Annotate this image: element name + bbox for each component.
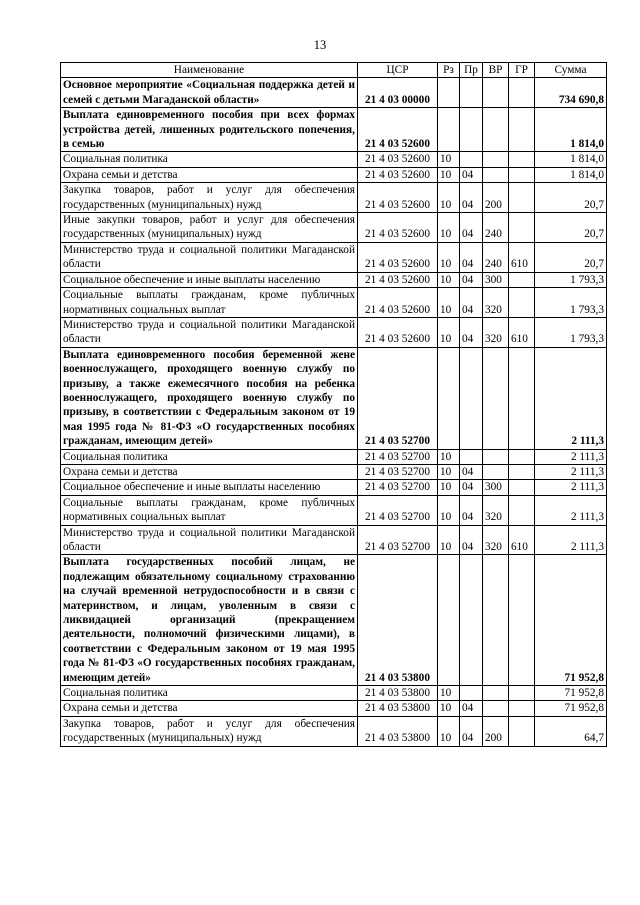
cell-name: Социальная политика — [61, 152, 358, 167]
cell-pr: 04 — [460, 272, 483, 287]
table-row — [61, 108, 607, 152]
cell-rz: 10 — [438, 716, 460, 746]
cell-rz: 10 — [438, 464, 460, 479]
cell-gr — [509, 108, 535, 152]
cell-sum: 2 111,3 — [535, 525, 607, 555]
table-row — [61, 701, 607, 716]
cell-sum: 1 793,3 — [535, 272, 607, 287]
table-row — [61, 183, 607, 213]
cell-vr — [483, 347, 509, 449]
cell-name: Социальное обеспечение и иные выплаты населению — [61, 272, 358, 287]
cell-sum: 2 111,3 — [535, 495, 607, 525]
table-row — [61, 167, 607, 182]
cell-vr — [483, 686, 509, 701]
cell-csr: 21 4 03 52700 — [358, 480, 438, 495]
cell-pr: 04 — [460, 317, 483, 347]
cell-csr: 21 4 03 52700 — [358, 449, 438, 464]
table-header-row — [61, 63, 607, 78]
cell-pr: 04 — [460, 288, 483, 318]
header-pr: Пр — [460, 63, 483, 78]
table-row — [61, 464, 607, 479]
cell-pr — [460, 152, 483, 167]
cell-pr — [460, 449, 483, 464]
table-row — [61, 78, 607, 108]
cell-gr — [509, 152, 535, 167]
cell-vr: 200 — [483, 716, 509, 746]
cell-gr — [509, 167, 535, 182]
cell-gr — [509, 464, 535, 479]
cell-rz: 10 — [438, 701, 460, 716]
cell-sum: 1 793,3 — [535, 288, 607, 318]
table-row — [61, 525, 607, 555]
table-row — [61, 272, 607, 287]
cell-name: Министерство труда и социальной политики Магаданской области — [61, 525, 358, 555]
cell-rz: 10 — [438, 495, 460, 525]
cell-rz: 10 — [438, 449, 460, 464]
cell-name: Охрана семьи и детства — [61, 167, 358, 182]
cell-name: Основное мероприятие «Социальная поддержка детей и семей с детьми Магаданской области» — [61, 78, 358, 108]
cell-pr — [460, 347, 483, 449]
cell-name: Социальная политика — [61, 686, 358, 701]
header-name: Наименование — [61, 63, 358, 78]
cell-csr: 21 4 03 52600 — [358, 317, 438, 347]
cell-rz: 10 — [438, 242, 460, 272]
table-row — [61, 449, 607, 464]
cell-csr: 21 4 03 52700 — [358, 347, 438, 449]
cell-name: Социальные выплаты гражданам, кроме публичных нормативных социальных выплат — [61, 288, 358, 318]
cell-gr — [509, 701, 535, 716]
cell-pr: 04 — [460, 480, 483, 495]
cell-sum: 71 952,8 — [535, 555, 607, 686]
cell-sum: 1 814,0 — [535, 108, 607, 152]
cell-pr — [460, 78, 483, 108]
header-sum: Сумма — [535, 63, 607, 78]
cell-sum: 71 952,8 — [535, 701, 607, 716]
header-vr: ВР — [483, 63, 509, 78]
cell-csr: 21 4 03 52700 — [358, 525, 438, 555]
cell-sum: 2 111,3 — [535, 464, 607, 479]
cell-csr: 21 4 03 52600 — [358, 108, 438, 152]
cell-gr — [509, 213, 535, 243]
table-row — [61, 317, 607, 347]
cell-vr: 320 — [483, 288, 509, 318]
cell-rz — [438, 78, 460, 108]
cell-pr — [460, 686, 483, 701]
cell-rz — [438, 347, 460, 449]
cell-vr — [483, 464, 509, 479]
table-row — [61, 686, 607, 701]
cell-vr — [483, 701, 509, 716]
cell-rz: 10 — [438, 183, 460, 213]
cell-gr — [509, 288, 535, 318]
cell-vr — [483, 555, 509, 686]
cell-sum: 734 690,8 — [535, 78, 607, 108]
cell-vr: 300 — [483, 272, 509, 287]
cell-gr: 610 — [509, 525, 535, 555]
cell-sum: 1 814,0 — [535, 152, 607, 167]
cell-gr — [509, 183, 535, 213]
cell-gr — [509, 449, 535, 464]
budget-table — [60, 62, 607, 747]
header-rz: Рз — [438, 63, 460, 78]
cell-csr: 21 4 03 53800 — [358, 701, 438, 716]
header-gr: ГР — [509, 63, 535, 78]
cell-pr: 04 — [460, 213, 483, 243]
table-row — [61, 347, 607, 449]
cell-gr — [509, 555, 535, 686]
cell-rz: 10 — [438, 525, 460, 555]
cell-csr: 21 4 03 53800 — [358, 686, 438, 701]
cell-rz — [438, 555, 460, 686]
cell-vr: 200 — [483, 183, 509, 213]
cell-vr: 300 — [483, 480, 509, 495]
cell-sum: 2 111,3 — [535, 480, 607, 495]
table-body — [61, 78, 607, 746]
cell-name: Охрана семьи и детства — [61, 464, 358, 479]
cell-name: Выплата единовременного пособия при всех формах устройства детей, лишенных родительского попечения, в семью — [61, 108, 358, 152]
cell-pr: 04 — [460, 183, 483, 213]
cell-pr: 04 — [460, 464, 483, 479]
cell-sum: 1 814,0 — [535, 167, 607, 182]
cell-vr: 320 — [483, 495, 509, 525]
cell-vr — [483, 78, 509, 108]
table-row — [61, 242, 607, 272]
cell-csr: 21 4 03 52600 — [358, 183, 438, 213]
cell-pr: 04 — [460, 242, 483, 272]
cell-gr: 610 — [509, 317, 535, 347]
cell-gr — [509, 78, 535, 108]
cell-rz — [438, 108, 460, 152]
cell-vr: 320 — [483, 525, 509, 555]
cell-vr — [483, 108, 509, 152]
cell-gr: 610 — [509, 242, 535, 272]
cell-name: Социальные выплаты гражданам, кроме публичных нормативных социальных выплат — [61, 495, 358, 525]
cell-name: Закупка товаров, работ и услуг для обеспечения государственных (муниципальных) нужд — [61, 716, 358, 746]
cell-vr: 240 — [483, 213, 509, 243]
cell-csr: 21 4 03 53800 — [358, 555, 438, 686]
cell-csr: 21 4 03 52600 — [358, 167, 438, 182]
cell-csr: 21 4 03 52600 — [358, 288, 438, 318]
cell-gr — [509, 272, 535, 287]
cell-csr: 21 4 03 52700 — [358, 495, 438, 525]
table-row — [61, 152, 607, 167]
cell-rz: 10 — [438, 272, 460, 287]
cell-gr — [509, 480, 535, 495]
cell-pr: 04 — [460, 525, 483, 555]
cell-rz: 10 — [438, 152, 460, 167]
table-row — [61, 480, 607, 495]
cell-gr — [509, 347, 535, 449]
table-row — [61, 716, 607, 746]
cell-name: Выплата единовременного пособия беременной жене военнослужащего, проходящего военную службу по призыву, а также ежемесячного пособия на ребенка военнослужащего, проходящего военную службу по призыву, в соответствии с Федеральным законом от 19 мая 1995 года № 81-ФЗ «О государственных пособиях гражданам, имеющим детей» — [61, 347, 358, 449]
cell-rz: 10 — [438, 480, 460, 495]
cell-vr — [483, 152, 509, 167]
cell-pr: 04 — [460, 701, 483, 716]
table-row — [61, 213, 607, 243]
cell-rz: 10 — [438, 213, 460, 243]
cell-csr: 21 4 03 00000 — [358, 78, 438, 108]
cell-pr — [460, 108, 483, 152]
cell-name: Министерство труда и социальной политики Магаданской области — [61, 242, 358, 272]
cell-rz: 10 — [438, 288, 460, 318]
cell-rz: 10 — [438, 686, 460, 701]
cell-vr — [483, 167, 509, 182]
cell-name: Социальная политика — [61, 449, 358, 464]
cell-csr: 21 4 03 52600 — [358, 213, 438, 243]
cell-pr: 04 — [460, 495, 483, 525]
table-row — [61, 495, 607, 525]
cell-name: Закупка товаров, работ и услуг для обеспечения государственных (муниципальных) нужд — [61, 183, 358, 213]
cell-csr: 21 4 03 52600 — [358, 242, 438, 272]
cell-csr: 21 4 03 53800 — [358, 716, 438, 746]
table-row — [61, 555, 607, 686]
cell-csr: 21 4 03 52600 — [358, 152, 438, 167]
cell-pr: 04 — [460, 167, 483, 182]
table-row — [61, 288, 607, 318]
cell-vr: 320 — [483, 317, 509, 347]
cell-sum: 1 793,3 — [535, 317, 607, 347]
cell-rz: 10 — [438, 167, 460, 182]
cell-name: Иные закупки товаров, работ и услуг для обеспечения государственных (муниципальных) нужд — [61, 213, 358, 243]
cell-pr: 04 — [460, 716, 483, 746]
cell-vr: 240 — [483, 242, 509, 272]
cell-rz: 10 — [438, 317, 460, 347]
header-csr: ЦСР — [358, 63, 438, 78]
cell-name: Социальное обеспечение и иные выплаты населению — [61, 480, 358, 495]
cell-sum: 2 111,3 — [535, 449, 607, 464]
cell-gr — [509, 495, 535, 525]
cell-sum: 71 952,8 — [535, 686, 607, 701]
cell-pr — [460, 555, 483, 686]
cell-name: Выплата государственных пособий лицам, не подлежащим обязательному социальному страхованию на случай временной нетрудоспособности и в связи с материнством, и лицам, уволенным в связи с ликвидацией организаций (прекращением деятельности, полномочий физическими лицами), в соответствии с Федеральным законом от 19 мая 1995 года № 81-ФЗ «О государственных пособиях гражданам, имеющим детей» — [61, 555, 358, 686]
cell-sum: 20,7 — [535, 213, 607, 243]
cell-csr: 21 4 03 52600 — [358, 272, 438, 287]
cell-name: Охрана семьи и детства — [61, 701, 358, 716]
cell-gr — [509, 686, 535, 701]
cell-sum: 2 111,3 — [535, 347, 607, 449]
cell-gr — [509, 716, 535, 746]
cell-vr — [483, 449, 509, 464]
cell-sum: 20,7 — [535, 183, 607, 213]
page-number: 13 — [313, 38, 327, 52]
cell-name: Министерство труда и социальной политики Магаданской области — [61, 317, 358, 347]
cell-sum: 20,7 — [535, 242, 607, 272]
cell-csr: 21 4 03 52700 — [358, 464, 438, 479]
cell-sum: 64,7 — [535, 716, 607, 746]
